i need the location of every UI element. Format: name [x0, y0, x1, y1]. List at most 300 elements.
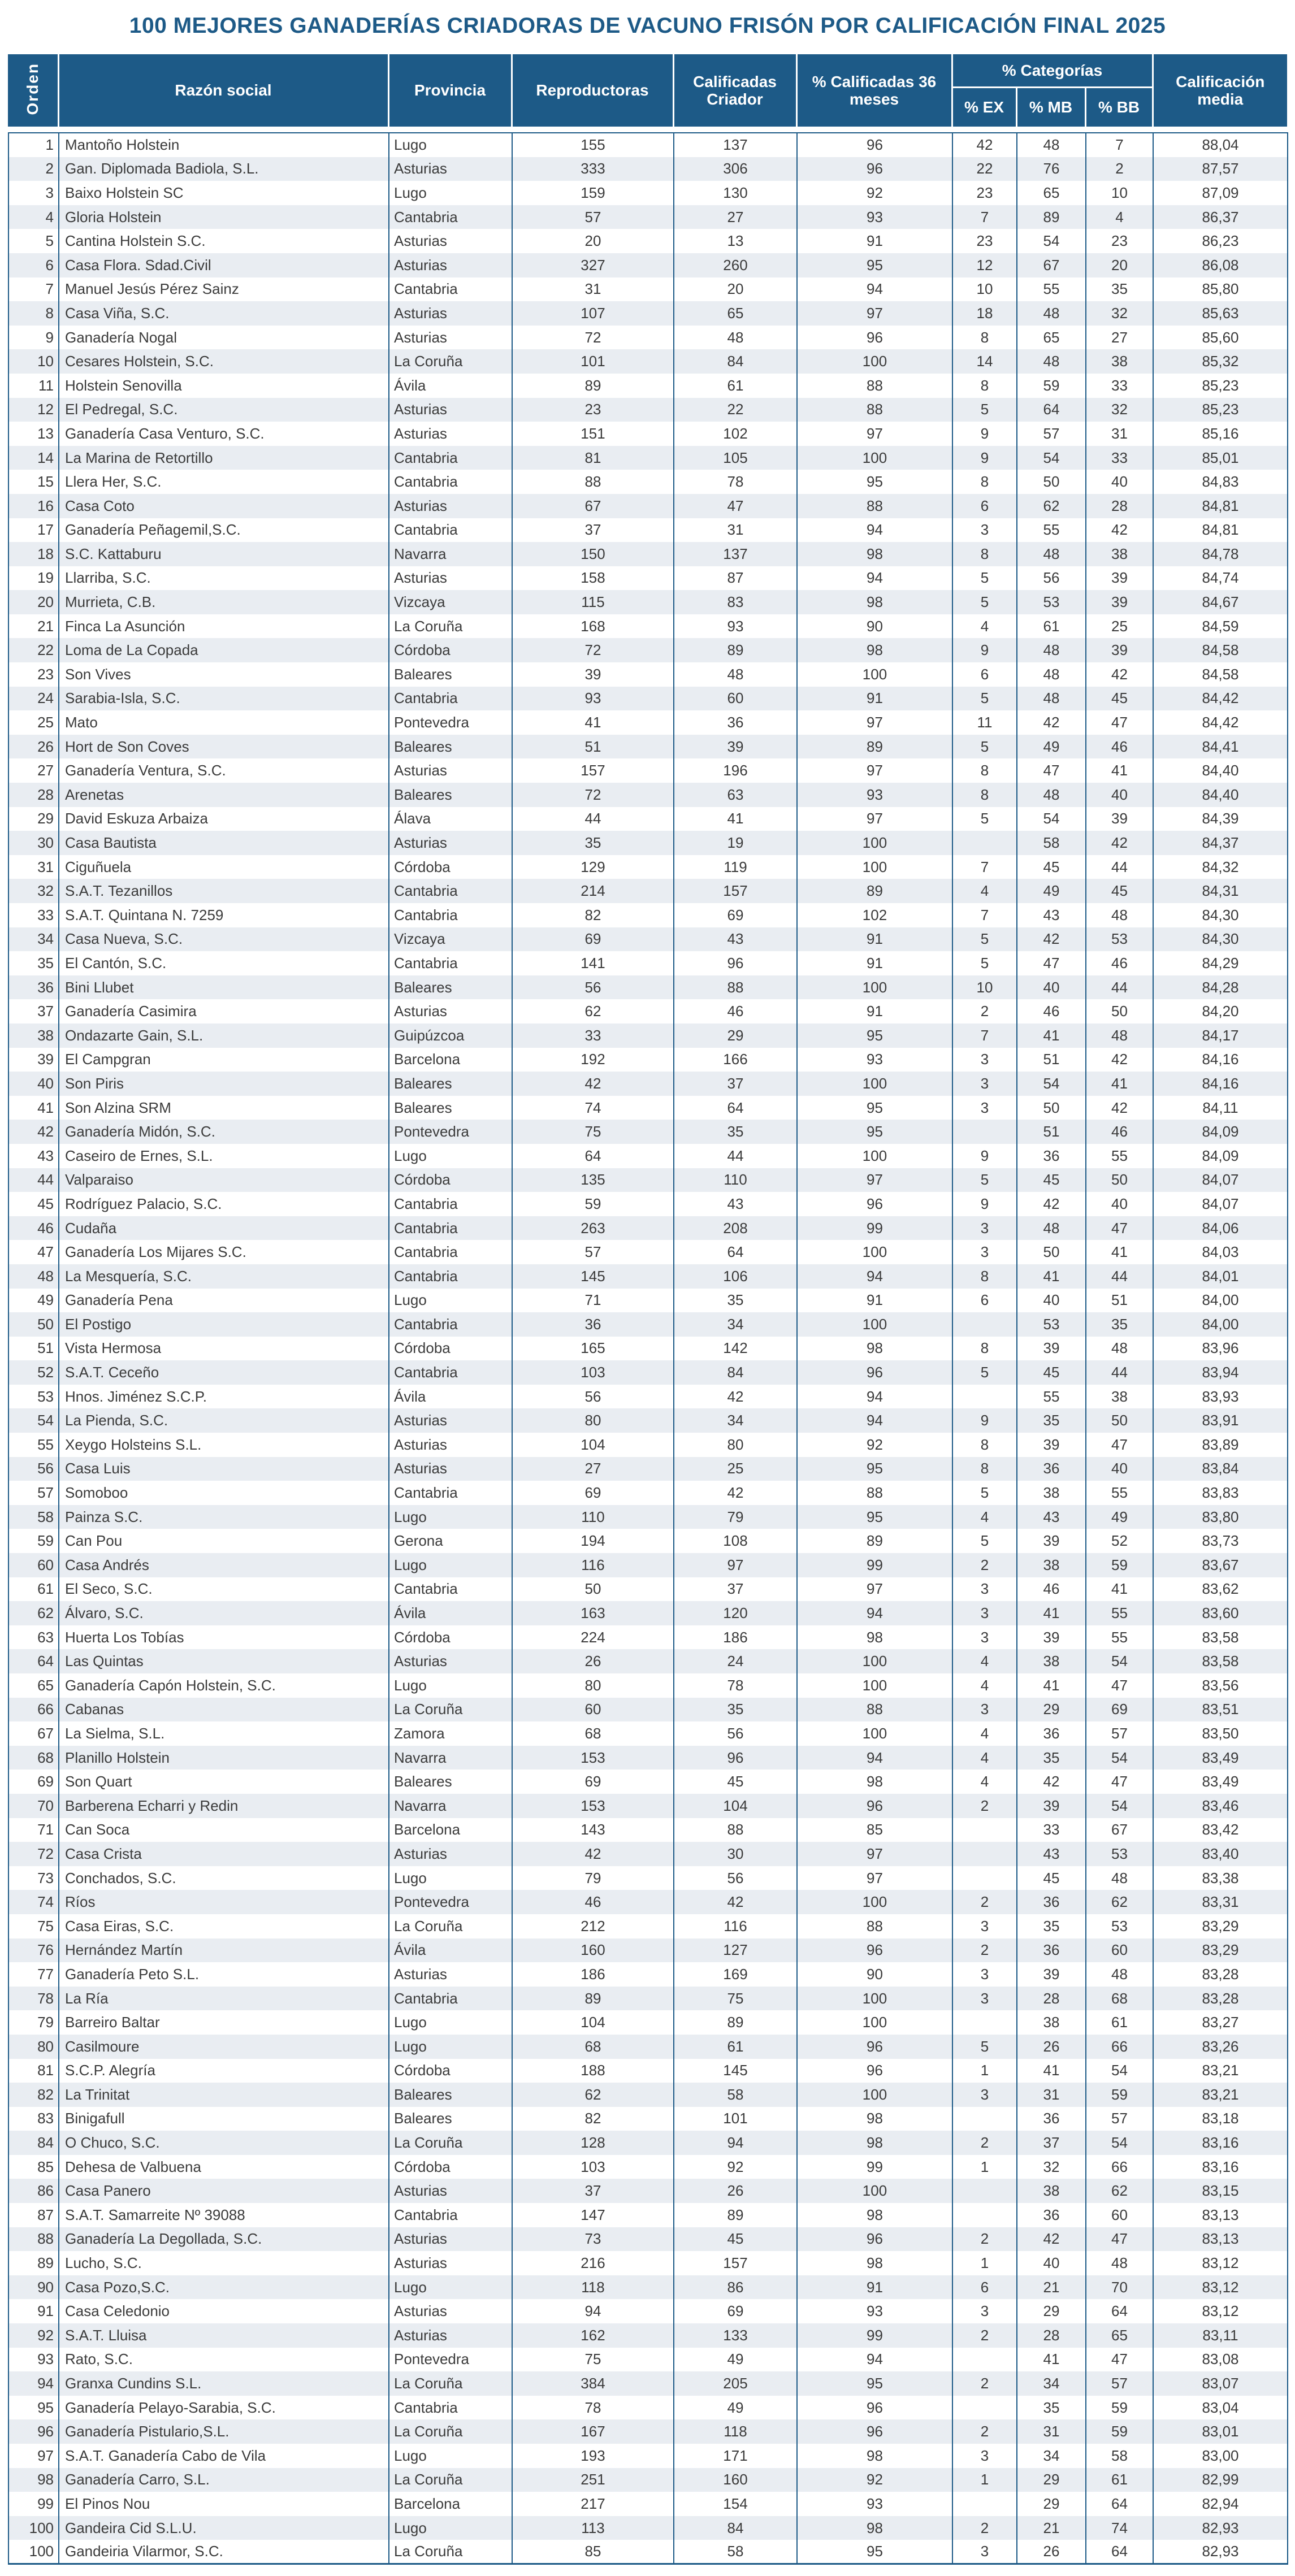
- pct-ex-cell: 2: [952, 2131, 1017, 2155]
- calificadas-criador-cell: 37: [674, 1072, 797, 1096]
- razon-social-cell: El Pinos Nou: [59, 2492, 389, 2516]
- pct-bb-cell: 48: [1086, 1866, 1153, 1890]
- razon-social-cell: Llarriba, S.C.: [59, 566, 389, 591]
- reproductoras-cell: 333: [512, 157, 674, 181]
- pct-calificadas-cell: 102: [797, 903, 952, 927]
- table-row: [8, 1072, 1288, 1096]
- razon-social-cell: Ganadería Nogal: [59, 326, 389, 350]
- calificadas-criador-cell: 48: [674, 662, 797, 687]
- table-row: [8, 205, 1288, 229]
- reproductoras-cell: 193: [512, 2444, 674, 2468]
- table-row: [8, 518, 1288, 543]
- table-row: [8, 1746, 1288, 1770]
- table-row: [8, 1481, 1288, 1505]
- table-row: [8, 903, 1288, 927]
- calificadas-criador-cell: 61: [674, 2035, 797, 2059]
- pct-mb-cell: 89: [1017, 205, 1086, 229]
- reproductoras-cell: 129: [512, 855, 674, 879]
- table-row: [8, 1529, 1288, 1553]
- orden-cell: 53: [8, 1385, 59, 1409]
- pct-ex-cell: 3: [952, 1625, 1017, 1650]
- table-row: [8, 1625, 1288, 1650]
- calificacion-media-cell: 83,04: [1153, 2396, 1288, 2420]
- table-row: [8, 662, 1288, 687]
- reproductoras-cell: 64: [512, 1144, 674, 1168]
- pct-bb-cell: 28: [1086, 494, 1153, 518]
- pct-mb-cell: 61: [1017, 614, 1086, 639]
- calificacion-media-cell: 83,42: [1153, 1818, 1288, 1842]
- calificadas-criador-cell: 205: [674, 2371, 797, 2396]
- pct-ex-cell: 8: [952, 542, 1017, 566]
- pct-calificadas-cell: 100: [797, 1240, 952, 1264]
- calificacion-media-cell: 85,23: [1153, 374, 1288, 398]
- pct-mb-cell: 43: [1017, 903, 1086, 927]
- calificacion-media-cell: 85,32: [1153, 349, 1288, 374]
- razon-social-cell: Vista Hermosa: [59, 1337, 389, 1361]
- pct-mb-cell: 48: [1017, 301, 1086, 326]
- calificacion-media-cell: 83,80: [1153, 1505, 1288, 1529]
- razon-social-cell: Casa Crista: [59, 1842, 389, 1866]
- pct-ex-cell: 6: [952, 662, 1017, 687]
- pct-ex-cell: 22: [952, 157, 1017, 181]
- reproductoras-cell: 37: [512, 2179, 674, 2203]
- reproductoras-cell: 88: [512, 470, 674, 494]
- pct-bb-cell: 33: [1086, 446, 1153, 470]
- razon-social-cell: Granxa Cundins S.L.: [59, 2371, 389, 2396]
- orden-cell: 41: [8, 1096, 59, 1120]
- orden-cell: 67: [8, 1721, 59, 1746]
- reproductoras-cell: 42: [512, 1842, 674, 1866]
- pct-mb-cell: 21: [1017, 2516, 1086, 2540]
- orden-cell: 10: [8, 349, 59, 374]
- table-row: [8, 157, 1288, 181]
- table-row: [8, 1264, 1288, 1289]
- calificacion-media-cell: 82,94: [1153, 2492, 1288, 2516]
- calificacion-media-cell: 84,01: [1153, 1264, 1288, 1289]
- pct-mb-cell: 31: [1017, 2083, 1086, 2107]
- provincia-cell: Córdoba: [389, 855, 512, 879]
- pct-mb-cell: 55: [1017, 277, 1086, 302]
- pct-calificadas-cell: 98: [797, 542, 952, 566]
- calificacion-media-cell: 84,81: [1153, 518, 1288, 543]
- calificadas-criador-cell: 48: [674, 326, 797, 350]
- calificacion-media-cell: 83,21: [1153, 2083, 1288, 2107]
- pct-calificadas-cell: 96: [797, 133, 952, 157]
- reproductoras-cell: 60: [512, 1698, 674, 1722]
- razon-social-cell: El Postigo: [59, 1312, 389, 1337]
- pct-calificadas-cell: 93: [797, 2299, 952, 2323]
- razon-social-cell: Ganadería Capón Holstein, S.C.: [59, 1673, 389, 1698]
- provincia-cell: Baleares: [389, 1072, 512, 1096]
- table-row: [8, 566, 1288, 591]
- provincia-cell: Cantabria: [389, 1481, 512, 1505]
- pct-bb-cell: 53: [1086, 1842, 1153, 1866]
- calificadas-criador-cell: 31: [674, 518, 797, 543]
- pct-ex-cell: 4: [952, 1721, 1017, 1746]
- orden-cell: 30: [8, 831, 59, 855]
- orden-cell: 81: [8, 2059, 59, 2083]
- table-row: [8, 1096, 1288, 1120]
- provincia-cell: Baleares: [389, 2107, 512, 2131]
- col-header-calificadas-criador: Calificadas Criador: [673, 54, 796, 127]
- calificadas-criador-cell: 64: [674, 1240, 797, 1264]
- table-row: [8, 1360, 1288, 1385]
- calificacion-media-cell: 84,28: [1153, 975, 1288, 1000]
- table-row: [8, 2444, 1288, 2468]
- orden-cell: 66: [8, 1698, 59, 1722]
- calificadas-criador-cell: 97: [674, 1553, 797, 1577]
- pct-bb-cell: 10: [1086, 181, 1153, 205]
- pct-calificadas-cell: 97: [797, 758, 952, 783]
- razon-social-cell: Huerta Los Tobías: [59, 1625, 389, 1650]
- reproductoras-cell: 73: [512, 2227, 674, 2252]
- pct-calificadas-cell: 94: [797, 277, 952, 302]
- pct-calificadas-cell: 98: [797, 2444, 952, 2468]
- orden-cell: 61: [8, 1577, 59, 1602]
- calificadas-criador-cell: 61: [674, 374, 797, 398]
- table-row: [8, 735, 1288, 759]
- provincia-cell: La Coruña: [389, 2131, 512, 2155]
- provincia-cell: Córdoba: [389, 1337, 512, 1361]
- table-row: [8, 614, 1288, 639]
- pct-ex-cell: 8: [952, 374, 1017, 398]
- pct-mb-cell: 48: [1017, 1216, 1086, 1241]
- reproductoras-cell: 72: [512, 783, 674, 807]
- pct-calificadas-cell: 95: [797, 1120, 952, 1144]
- table-row: [8, 2492, 1288, 2516]
- orden-cell: 20: [8, 590, 59, 614]
- razon-social-cell: El Campgran: [59, 1048, 389, 1072]
- pct-bb-cell: 47: [1086, 2348, 1153, 2372]
- pct-bb-cell: 54: [1086, 2059, 1153, 2083]
- pct-mb-cell: 36: [1017, 2107, 1086, 2131]
- reproductoras-cell: 216: [512, 2251, 674, 2275]
- provincia-cell: La Coruña: [389, 2419, 512, 2444]
- provincia-cell: Asturias: [389, 157, 512, 181]
- reproductoras-cell: 194: [512, 1529, 674, 1553]
- pct-mb-cell: 49: [1017, 735, 1086, 759]
- provincia-cell: Asturias: [389, 229, 512, 253]
- orden-cell: 48: [8, 1264, 59, 1289]
- reproductoras-cell: 145: [512, 1264, 674, 1289]
- provincia-cell: Córdoba: [389, 2059, 512, 2083]
- razon-social-cell: S.C.P. Alegría: [59, 2059, 389, 2083]
- calificadas-criador-cell: 49: [674, 2396, 797, 2420]
- pct-calificadas-cell: 96: [797, 1938, 952, 1963]
- calificadas-criador-cell: 105: [674, 446, 797, 470]
- razon-social-cell: Ríos: [59, 1890, 389, 1914]
- pct-calificadas-cell: 100: [797, 975, 952, 1000]
- orden-cell: 15: [8, 470, 59, 494]
- calificacion-media-cell: 83,31: [1153, 1890, 1288, 1914]
- calificacion-media-cell: 84,58: [1153, 662, 1288, 687]
- pct-mb-cell: 39: [1017, 1625, 1086, 1650]
- pct-calificadas-cell: 92: [797, 2468, 952, 2492]
- pct-bb-cell: 59: [1086, 2083, 1153, 2107]
- pct-bb-cell: 25: [1086, 614, 1153, 639]
- calificacion-media-cell: 85,60: [1153, 326, 1288, 350]
- pct-calificadas-cell: 100: [797, 1673, 952, 1698]
- orden-cell: 87: [8, 2203, 59, 2227]
- pct-mb-cell: 28: [1017, 2323, 1086, 2348]
- pct-calificadas-cell: 94: [797, 2348, 952, 2372]
- pct-bb-cell: 67: [1086, 1818, 1153, 1842]
- pct-ex-cell: 7: [952, 1024, 1017, 1048]
- provincia-cell: Asturias: [389, 326, 512, 350]
- pct-ex-cell: 4: [952, 879, 1017, 903]
- reproductoras-cell: 26: [512, 1649, 674, 1673]
- pct-ex-cell: 5: [952, 1360, 1017, 1385]
- orden-cell: 54: [8, 1408, 59, 1433]
- razon-social-cell: Caseiro de Ernes, S.L.: [59, 1144, 389, 1168]
- calificacion-media-cell: 83,49: [1153, 1746, 1288, 1770]
- pct-bb-cell: 40: [1086, 1192, 1153, 1216]
- provincia-cell: Baleares: [389, 783, 512, 807]
- calificadas-criador-cell: 43: [674, 927, 797, 952]
- pct-bb-cell: 41: [1086, 1577, 1153, 1602]
- provincia-cell: Baleares: [389, 735, 512, 759]
- table-row: [8, 783, 1288, 807]
- pct-bb-cell: 64: [1086, 2540, 1153, 2564]
- pct-ex-cell: 3: [952, 1048, 1017, 1072]
- pct-bb-cell: 40: [1086, 470, 1153, 494]
- calificacion-media-cell: 84,07: [1153, 1168, 1288, 1192]
- calificadas-criador-cell: 35: [674, 1698, 797, 1722]
- reproductoras-cell: 81: [512, 446, 674, 470]
- provincia-cell: Vizcaya: [389, 590, 512, 614]
- pct-mb-cell: 45: [1017, 855, 1086, 879]
- calificacion-media-cell: 83,27: [1153, 2010, 1288, 2035]
- pct-calificadas-cell: 95: [797, 2371, 952, 2396]
- pct-calificadas-cell: 96: [797, 2227, 952, 2252]
- pct-mb-cell: 36: [1017, 2203, 1086, 2227]
- provincia-cell: Asturias: [389, 1457, 512, 1481]
- calificadas-criador-cell: 116: [674, 1914, 797, 1938]
- razon-social-cell: Cudaña: [59, 1216, 389, 1241]
- pct-calificadas-cell: 95: [797, 470, 952, 494]
- reproductoras-cell: 128: [512, 2131, 674, 2155]
- orden-cell: 12: [8, 398, 59, 422]
- orden-cell: 58: [8, 1505, 59, 1529]
- orden-cell: 65: [8, 1673, 59, 1698]
- pct-ex-cell: 2: [952, 2227, 1017, 2252]
- orden-cell: 45: [8, 1192, 59, 1216]
- reproductoras-cell: 150: [512, 542, 674, 566]
- table-row: [8, 229, 1288, 253]
- table-row: [8, 133, 1288, 157]
- calificacion-media-cell: 86,23: [1153, 229, 1288, 253]
- reproductoras-cell: 36: [512, 1312, 674, 1337]
- table-row: [8, 2010, 1288, 2035]
- reproductoras-cell: 68: [512, 1721, 674, 1746]
- provincia-cell: Lugo: [389, 1144, 512, 1168]
- pct-ex-cell: 9: [952, 1192, 1017, 1216]
- calificacion-media-cell: 83,51: [1153, 1698, 1288, 1722]
- reproductoras-cell: 79: [512, 1866, 674, 1890]
- table-row: [8, 1577, 1288, 1602]
- reproductoras-cell: 57: [512, 205, 674, 229]
- calificadas-criador-cell: 75: [674, 1987, 797, 2011]
- pct-mb-cell: 45: [1017, 1168, 1086, 1192]
- calificacion-media-cell: 84,58: [1153, 638, 1288, 662]
- reproductoras-cell: 217: [512, 2492, 674, 2516]
- pct-mb-cell: 29: [1017, 2492, 1086, 2516]
- provincia-cell: Asturias: [389, 253, 512, 277]
- pct-mb-cell: 29: [1017, 2468, 1086, 2492]
- calificacion-media-cell: 83,49: [1153, 1770, 1288, 1794]
- pct-mb-cell: 31: [1017, 2419, 1086, 2444]
- pct-calificadas-cell: 95: [797, 253, 952, 277]
- razon-social-cell: La Ría: [59, 1987, 389, 2011]
- pct-ex-cell: 2: [952, 2323, 1017, 2348]
- pct-bb-cell: 38: [1086, 1385, 1153, 1409]
- pct-mb-cell: 26: [1017, 2035, 1086, 2059]
- razon-social-cell: Cantina Holstein S.C.: [59, 229, 389, 253]
- table-row: [8, 710, 1288, 735]
- calificacion-media-cell: 83,12: [1153, 2251, 1288, 2275]
- razon-social-cell: Casa Coto: [59, 494, 389, 518]
- pct-ex-cell: 5: [952, 590, 1017, 614]
- calificacion-media-cell: 84,30: [1153, 903, 1288, 927]
- pct-mb-cell: 41: [1017, 1264, 1086, 1289]
- pct-ex-cell: 8: [952, 758, 1017, 783]
- provincia-cell: Cantabria: [389, 2203, 512, 2227]
- provincia-cell: Asturias: [389, 301, 512, 326]
- provincia-cell: Asturias: [389, 566, 512, 591]
- razon-social-cell: Casa Flora. Sdad.Civil: [59, 253, 389, 277]
- razon-social-cell: Casa Eiras, S.C.: [59, 1914, 389, 1938]
- provincia-cell: Asturias: [389, 831, 512, 855]
- calificacion-media-cell: 84,67: [1153, 590, 1288, 614]
- calificacion-media-cell: 87,57: [1153, 157, 1288, 181]
- pct-bb-cell: 48: [1086, 903, 1153, 927]
- calificadas-criador-cell: 88: [674, 975, 797, 1000]
- pct-calificadas-cell: 94: [797, 1385, 952, 1409]
- pct-ex-cell: 8: [952, 1337, 1017, 1361]
- reproductoras-cell: 23: [512, 398, 674, 422]
- pct-ex-cell: 2: [952, 2419, 1017, 2444]
- pct-bb-cell: 55: [1086, 1625, 1153, 1650]
- razon-social-cell: S.A.T. Ganadería Cabo de Vila: [59, 2444, 389, 2468]
- provincia-cell: Cantabria: [389, 1577, 512, 1602]
- table-row: [8, 2371, 1288, 2396]
- calificacion-media-cell: 84,37: [1153, 831, 1288, 855]
- pct-ex-cell: 9: [952, 638, 1017, 662]
- pct-bb-cell: 47: [1086, 1433, 1153, 1457]
- pct-mb-cell: 29: [1017, 1698, 1086, 1722]
- orden-cell: 14: [8, 446, 59, 470]
- orden-cell: 38: [8, 1024, 59, 1048]
- pct-calificadas-cell: 100: [797, 2083, 952, 2107]
- orden-cell: 68: [8, 1746, 59, 1770]
- pct-calificadas-cell: 95: [797, 1457, 952, 1481]
- table-row: [8, 422, 1288, 446]
- pct-bb-cell: 50: [1086, 1408, 1153, 1433]
- reproductoras-cell: 160: [512, 1938, 674, 1963]
- orden-cell: 89: [8, 2251, 59, 2275]
- pct-ex-cell: 5: [952, 951, 1017, 975]
- razon-social-cell: Casa Celedonio: [59, 2299, 389, 2323]
- pct-bb-cell: 48: [1086, 1337, 1153, 1361]
- col-header-orden-label: Orden: [24, 62, 42, 115]
- reproductoras-cell: 192: [512, 1048, 674, 1072]
- calificadas-criador-cell: 84: [674, 349, 797, 374]
- table-row: [8, 1938, 1288, 1963]
- provincia-cell: Cantabria: [389, 1987, 512, 2011]
- pct-calificadas-cell: 96: [797, 2396, 952, 2420]
- orden-cell: 3: [8, 181, 59, 205]
- reproductoras-cell: 212: [512, 1914, 674, 1938]
- razon-social-cell: Ganadería Peto S.L.: [59, 1962, 389, 1987]
- calificadas-criador-cell: 110: [674, 1168, 797, 1192]
- pct-mb-cell: 43: [1017, 1842, 1086, 1866]
- pct-calificadas-cell: 100: [797, 1144, 952, 1168]
- orden-cell: 92: [8, 2323, 59, 2348]
- table-row: [8, 2323, 1288, 2348]
- provincia-cell: Asturias: [389, 2251, 512, 2275]
- provincia-cell: Cantabria: [389, 205, 512, 229]
- orden-cell: 2: [8, 157, 59, 181]
- pct-ex-cell: 3: [952, 2299, 1017, 2323]
- razon-social-cell: El Cantón, S.C.: [59, 951, 389, 975]
- orden-cell: 9: [8, 326, 59, 350]
- pct-bb-cell: 48: [1086, 2251, 1153, 2275]
- table-row: [8, 2155, 1288, 2179]
- pct-calificadas-cell: 96: [797, 157, 952, 181]
- provincia-cell: Córdoba: [389, 2155, 512, 2179]
- pct-calificadas-cell: 100: [797, 1649, 952, 1673]
- calificadas-criador-cell: 145: [674, 2059, 797, 2083]
- reproductoras-cell: 82: [512, 903, 674, 927]
- calificacion-media-cell: 83,13: [1153, 2227, 1288, 2252]
- pct-calificadas-cell: 100: [797, 446, 952, 470]
- pct-mb-cell: 45: [1017, 1360, 1086, 1385]
- orden-cell: 71: [8, 1818, 59, 1842]
- razon-social-cell: Ganadería Midón, S.C.: [59, 1120, 389, 1144]
- calificacion-media-cell: 84,00: [1153, 1312, 1288, 1337]
- calificacion-media-cell: 84,07: [1153, 1192, 1288, 1216]
- provincia-cell: Asturias: [389, 2323, 512, 2348]
- calificadas-criador-cell: 65: [674, 301, 797, 326]
- razon-social-cell: David Eskuza Arbaiza: [59, 807, 389, 831]
- orden-cell: 46: [8, 1216, 59, 1241]
- pct-ex-cell: [952, 2010, 1017, 2035]
- pct-calificadas-cell: 93: [797, 205, 952, 229]
- pct-bb-cell: 46: [1086, 1120, 1153, 1144]
- reproductoras-cell: 80: [512, 1673, 674, 1698]
- reproductoras-cell: 71: [512, 1289, 674, 1313]
- calificadas-criador-cell: 118: [674, 2419, 797, 2444]
- provincia-cell: Lugo: [389, 1553, 512, 1577]
- pct-mb-cell: 49: [1017, 879, 1086, 903]
- reproductoras-cell: 118: [512, 2275, 674, 2300]
- provincia-cell: Vizcaya: [389, 927, 512, 952]
- pct-calificadas-cell: 88: [797, 1698, 952, 1722]
- provincia-cell: Asturias: [389, 1962, 512, 1987]
- reproductoras-cell: 94: [512, 2299, 674, 2323]
- pct-ex-cell: 4: [952, 614, 1017, 639]
- razon-social-cell: Barreiro Baltar: [59, 2010, 389, 2035]
- reproductoras-cell: 51: [512, 735, 674, 759]
- pct-mb-cell: 34: [1017, 2371, 1086, 2396]
- razon-social-cell: Ganadería Casa Venturo, S.C.: [59, 422, 389, 446]
- pct-calificadas-cell: 100: [797, 855, 952, 879]
- pct-mb-cell: 51: [1017, 1120, 1086, 1144]
- calificacion-media-cell: 84,41: [1153, 735, 1288, 759]
- orden-cell: 35: [8, 951, 59, 975]
- reproductoras-cell: 159: [512, 181, 674, 205]
- pct-mb-cell: 41: [1017, 1024, 1086, 1048]
